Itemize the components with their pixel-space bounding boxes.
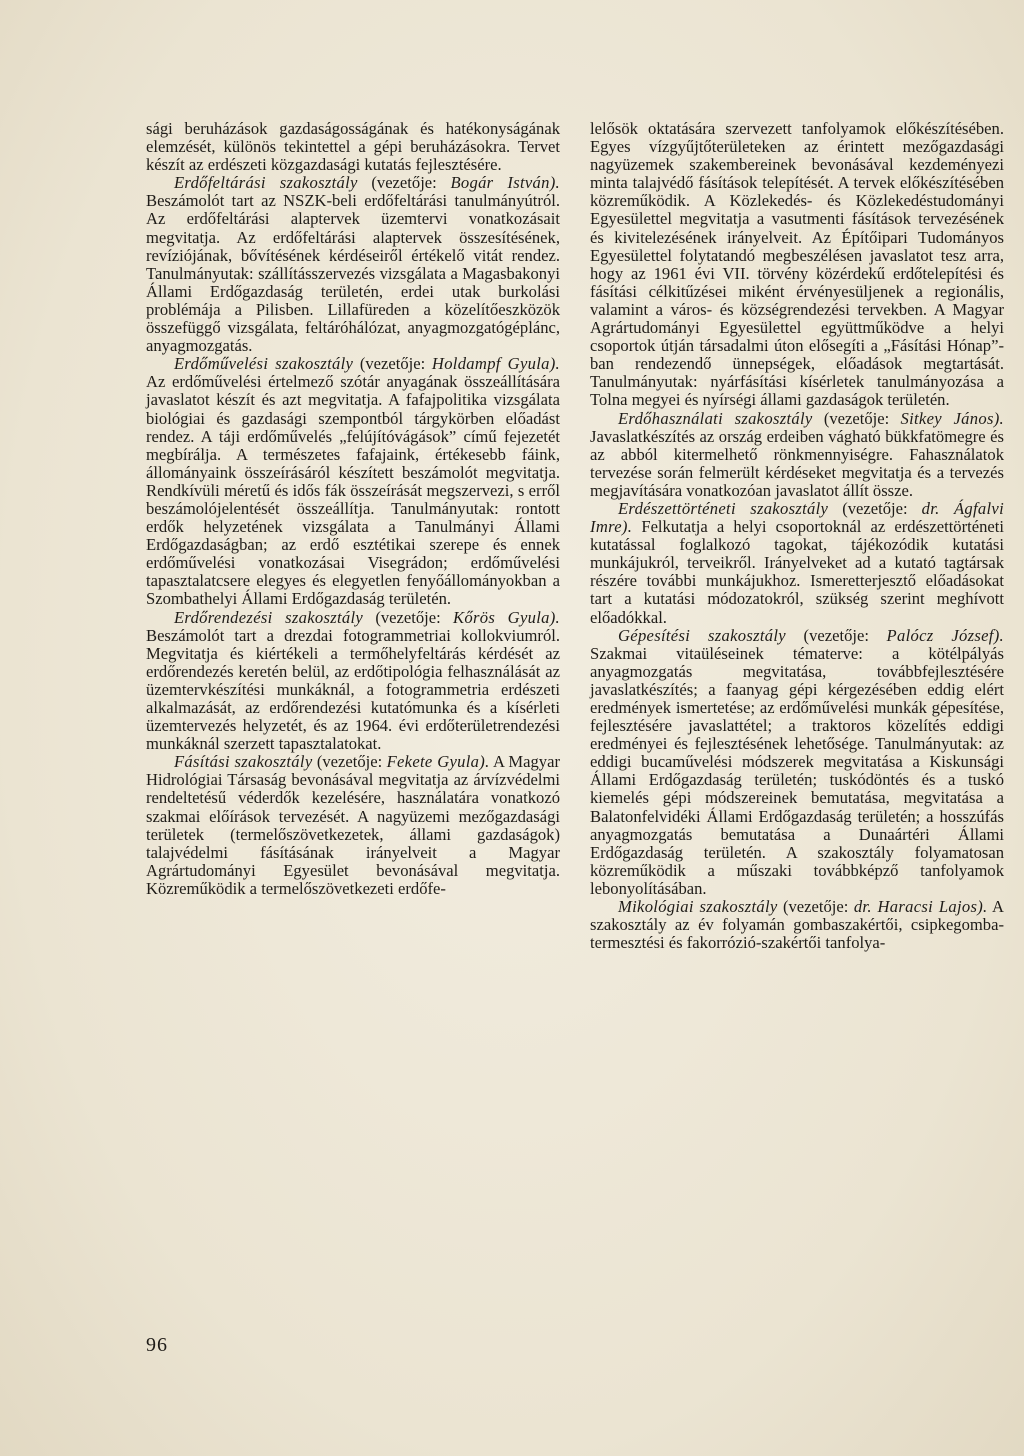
section-mikologiai	[590, 898, 1004, 952]
paragraph-text: Beszámolót tart az NSZK-beli erdőfeltárási tanulmányútról. Az erdőfeltárási alaptervek üzemtervi vonatkozásait megvitatja. Az erdőfeltárási alaptervek összesítésének, revíziójának, bővítésének kérdéseiről értékelő vitát rendez. Tanulmányutak: szállításszervezés vizsgálata a Magasbakonyi Állami Erdőgazdaság területén, erdei utak burkolási problémája a Pilisben. Lillafüreden a közelítőeszközök összefüggő vizsgálata, feltáróhálózat, anyagmozgatógéplánc, anyagmozgatás.	[146, 191, 560, 356]
section-fasitasi	[146, 753, 560, 898]
leader-label: (vezetője:	[785, 625, 887, 645]
left-column	[146, 120, 560, 898]
section-title: Erdészettörténeti szakosztály	[618, 498, 829, 518]
section-erdomuvelesi	[146, 355, 560, 608]
section-title: Erdőművelési szakosztály	[174, 354, 354, 374]
paragraph	[146, 120, 560, 174]
leader-label: (vezetője:	[363, 607, 454, 627]
section-erdofeltarasi	[146, 174, 560, 355]
paragraph-text: sági beruházások gazdaságosságának és hatékonyságának elemzését, különös tekintettel a gépi beruházásokra. Tervet készít az erdészeti közgazdasági kutatás fejlesztésére.	[146, 119, 560, 175]
paragraph-text: lelősök oktatására szervezett tanfolyamok előkészítésében. Egyes vízgyűjtőterületeken az érintett mezőgazdasági nagyüzemek szakembereinek bevonásával kezdeményezi minta talajvédő fásítások telepítését. A tervek előkészítésében közreműködik. A Közlekedés- és Közlekedéstudományi Egyesülettel megvitatja a vasutmenti fásítások tervezésének és kivitelezésének irányelveit. Az Építőipari Tudományos Egyesülettel folytatandó megbeszélésen javaslatot tesz arra, hogy az 1961 évi VII. törvény közérdekű erdőtelepítési és fásítási célkitűzései miként érvényesüljenek a regionális, valamint a város- és községrendezési tervekben. A Magyar Agrártudományi Egyesülettel együttműködve a helyi csoportok útján társadalmi úton elősegíti a „Fásítási Hónap”-ban rendezendő ünnepségek, előadások megtartását. Tanulmányutak: nyárfásítási kísérletek tanulmányozása a Tolna megyei és nyírségi állami gazdaságok területén.	[590, 119, 1004, 410]
section-erdohasznalati	[590, 410, 1004, 500]
section-title: Gépesítési szakosztály	[618, 625, 786, 645]
section-title: Erdőrendezési szakosztály	[174, 607, 364, 627]
leader-label: (vezetője:	[777, 897, 854, 917]
page-number: 96	[146, 1334, 168, 1356]
leader-name: dr. Haracsi Lajos).	[853, 897, 988, 917]
section-title: Fásítási szakosztály	[174, 752, 313, 772]
right-column	[590, 120, 1004, 952]
leader-label: (vezetője:	[828, 498, 922, 518]
section-erdeszettorteneti	[590, 500, 1004, 627]
leader-name: Sitkey János).	[900, 408, 1004, 428]
leader-name: dr. Ágfalvi Imre).	[590, 498, 1004, 537]
section-title: Mikológiai szakosztály	[618, 897, 778, 917]
paragraph-text: Az erdőművelési értelmező szótár anyagának összeállítására javaslatot készít és azt megvitatja. A fafajpolitika vizsgálata biológiai és gazdasági szempontból tárgykörben előadást rendez. A táji erdőművelés „felújítóvágások” című fejezetét megbírálja. A természetes fafajaink, értékesebb fáink, állományaink összeírásáról készített beszámolót megvitatja. Rendkívüli méretű és idős fák összeírását megszervezi, s erről beszámolójelentését összeállítja. Tanulmányutak: rontott erdők helyzetének vizsgálata a Tanulmányi Állami Erdőgazdaságban; az erdő esztétikai szerepe és ennek erdőművelési vonatkozásai Visegrádon; erdőművelési tapasztalatcsere elegyes és elegyetlen fenyőállományokban a Szombathelyi Állami Erdőgazdaság területén.	[146, 372, 560, 609]
section-erdorendezesi	[146, 609, 560, 754]
section-gepesitesi	[590, 627, 1004, 898]
leader-name: Palócz József).	[886, 625, 1004, 645]
paragraph-text: Javaslatkészítés az ország erdeiben vágható bükkfatömegre és az abból kitermelhető rönkmennyiségre. Fahasználatok tervezése során felmerült kérdéseket megvitatja és a tervezés megjavítására vonatkozóan javaslatot állít össze.	[590, 426, 1004, 500]
paragraph-text: Szakmai vitaüléseinek tématerve: a kötélpályás anyagmozgatás megvitatása, továbbfejlesztésére javaslatkészítés; a faanyag gépi kérgezésében eddig elért eredmények ismertetése; az erdőművelési munkák gépesítése, fejlesztésére javaslattétel; a traktoros közelítés eddigi eredményei és fejlesztésének lehetősége. Tanulmányutak: az eddigi bucaművelési módszerek megvitatása a Kiskunsági Állami Erdőgazdaság területén; tuskódöntés és a tuskó kiemelés gépi módszereinek bemutatása, megvitatása a Balatonfelvidéki Állami Erdőgazdaság területén; a hosszúfás anyagmozgatás bemutatása a Dunaártéri Állami Erdőgazdaság területén. A szakosztály folyamatosan közreműködik a műszaki továbbképző tanfolyamok lebonyolításában.	[590, 643, 1004, 898]
leader-name: Fekete Gyula).	[386, 752, 490, 772]
paragraph-text: Beszámolót tart a drezdai fotogrammetriai kollokviumról. Megvitatja és kiértékeli a termőhelyfeltárás kérdését az erdőrendezés keretén belül, az erdőtipológia felhasználását az üzemtervkészítési munkáknál, a fotogrammetria erdészeti alkalmazását, az erdőrendezési kutatómunka és a kísérleti üzemtervezés helyzetét, és az 1964. évi erdőterületrendezési munkáknál szerzett tapasztalatokat.	[146, 625, 560, 754]
paragraph-text: Felkutatja a helyi csoportoknál az erdészettörténeti kutatással foglalkozó tagokat, tájékozódik kutatási munkájukról, terveikről. Irányelveket ad a kutató tagtársak részére további munkájukhoz. Ismeretterjesztő előadásokat tart a kutatási módozatokról, szükség szerint meghívott előadókkal.	[590, 517, 1004, 627]
section-title: Erdőfeltárási szakosztály	[174, 173, 358, 193]
leader-name: Kőrös Gyula).	[453, 607, 561, 627]
leader-name: Bogár István).	[450, 173, 560, 193]
leader-name: Holdampf Gyula).	[431, 354, 560, 374]
leader-label: (vezetője:	[812, 408, 901, 428]
paragraph-text: A Magyar Hidrológiai Társaság bevonásával megvitatja az árvízvédelmi rendeltetésű véderdők kezelésére, használatára vonatkozó szakmai előírások tervezését. A nagyüzemi mezőgazdasági területek (termelőszövetkezetek, állami gazdaságok) talajvédelmi fásításának irányelveit a Magyar Agrártudományi Egyesület bevonásával megvitatja. Közreműködik a termelőszövetkezeti erdőfe-	[146, 752, 560, 898]
paragraph	[590, 120, 1004, 410]
leader-label: (vezetője:	[353, 354, 432, 374]
section-title: Erdőhasználati szakosztály	[618, 408, 813, 428]
leader-label: (vezetője:	[312, 752, 387, 772]
paragraph-text: A szakosztály az év folyamán gombaszakértői, csipkegomba-termesztési és fakorrózió-szakértői tanfolya-	[590, 897, 1004, 953]
leader-label: (vezetője:	[357, 173, 451, 193]
